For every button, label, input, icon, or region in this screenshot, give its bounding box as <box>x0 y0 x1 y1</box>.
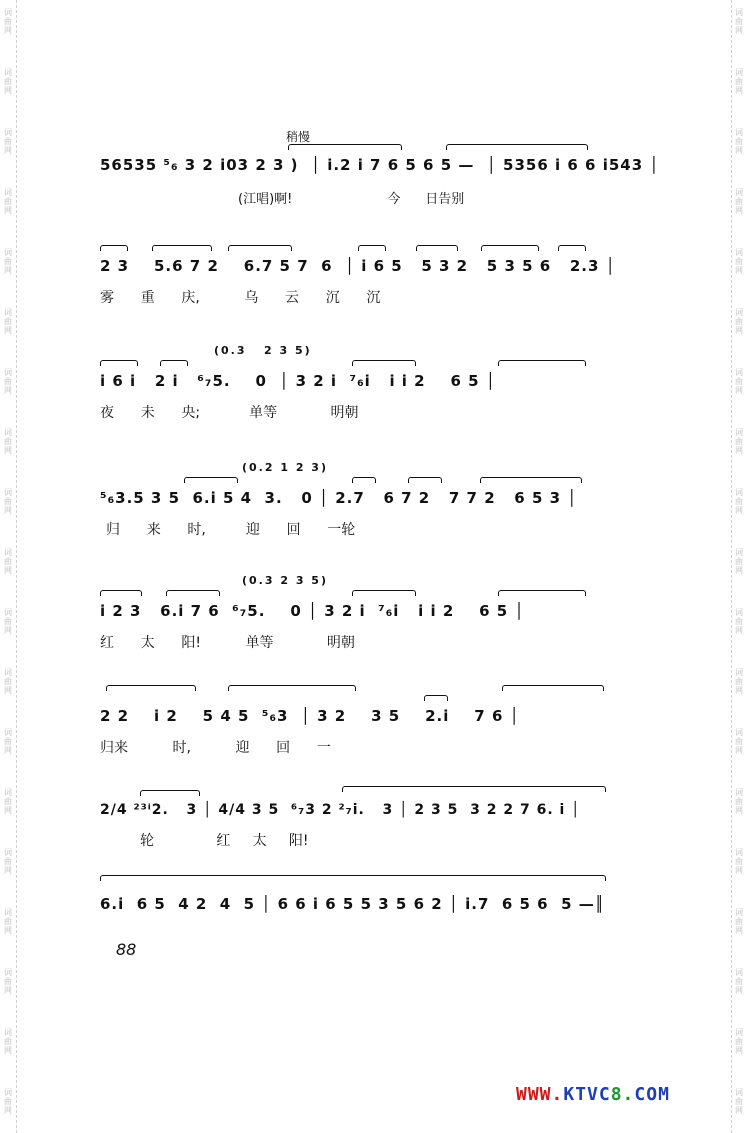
watermark-char: 网 <box>735 806 743 815</box>
watermark-char: 曲 <box>735 797 743 806</box>
watermark-char: 词 <box>4 248 12 257</box>
watermark-mark <box>733 368 745 395</box>
score-row-1 <box>96 150 660 210</box>
watermark-char: 网 <box>735 986 743 995</box>
watermark-char: 网 <box>4 146 12 155</box>
watermark-char: 曲 <box>4 677 12 686</box>
watermark-mark <box>2 1088 14 1115</box>
watermark-mark <box>2 188 14 215</box>
slur <box>184 477 238 483</box>
slur <box>228 245 292 251</box>
watermark-char: 网 <box>4 506 12 515</box>
watermark-char: 曲 <box>4 797 12 806</box>
notation-line: 6.i 6 5 4 2 4 5 │ 6 6 i 6 5 5 3 5 6 2 │ i.7 6 5 6 5 —║ <box>100 895 605 913</box>
watermark-char: 网 <box>735 206 743 215</box>
watermark-char: 曲 <box>735 737 743 746</box>
watermark-char: 网 <box>735 626 743 635</box>
watermark-char: 网 <box>4 446 12 455</box>
watermark-mark <box>2 68 14 95</box>
watermark-char: 曲 <box>4 917 12 926</box>
watermark-mark <box>2 668 14 695</box>
watermark-mark <box>733 1088 745 1115</box>
slur <box>152 245 212 251</box>
watermark-char: 词 <box>4 188 12 197</box>
watermark-mark <box>733 908 745 935</box>
watermark-char: 网 <box>4 566 12 575</box>
score-row-8 <box>96 893 604 933</box>
watermark-char: 网 <box>4 386 12 395</box>
watermark-char: 词 <box>4 8 12 17</box>
watermark-mark <box>733 548 745 575</box>
watermark-char: 曲 <box>735 557 743 566</box>
watermark-mark <box>2 1028 14 1055</box>
watermark-char: 词 <box>735 188 743 197</box>
tempo-mark: 稍慢 <box>286 130 311 144</box>
watermark-char: 曲 <box>4 257 12 266</box>
watermark-char: 词 <box>4 128 12 137</box>
watermark-char: 词 <box>4 488 12 497</box>
watermark-char: 词 <box>735 488 743 497</box>
watermark-char: 曲 <box>4 17 12 26</box>
slur <box>481 245 539 251</box>
watermark-char: 词 <box>735 848 743 857</box>
watermark-char: 网 <box>735 386 743 395</box>
slur <box>558 245 586 251</box>
watermark-char: 网 <box>735 146 743 155</box>
watermark-mark <box>733 68 745 95</box>
watermark-char: 曲 <box>735 1097 743 1106</box>
watermark-char: 词 <box>735 728 743 737</box>
watermark-char: 网 <box>735 26 743 35</box>
notation-line: 2 2 i 2 5 4 5 ⁵₆3 │ 3 2 3 5 2.i 7 6 │ <box>100 707 520 725</box>
watermark-char: 曲 <box>4 317 12 326</box>
watermark-char: 网 <box>4 746 12 755</box>
lyric-line: 轮 红 太 阳! <box>100 833 309 849</box>
watermark-char: 词 <box>4 908 12 917</box>
watermark-char: 曲 <box>4 977 12 986</box>
watermark-mark <box>733 248 745 275</box>
watermark-char: 词 <box>735 548 743 557</box>
watermark-char: 网 <box>4 926 12 935</box>
watermark-char: 词 <box>4 968 12 977</box>
watermark-char: 网 <box>735 1046 743 1055</box>
watermark-char: 词 <box>4 1088 12 1097</box>
watermark-char: 词 <box>735 908 743 917</box>
watermark-mark <box>2 248 14 275</box>
slur <box>352 590 416 596</box>
watermark-mark <box>733 308 745 335</box>
watermark-char: 曲 <box>735 377 743 386</box>
paren-notes: (0.2 1 2 3) <box>242 461 328 474</box>
slur <box>358 245 386 251</box>
watermark-char: 网 <box>4 266 12 275</box>
slur <box>416 245 458 251</box>
slur <box>502 685 604 691</box>
watermark-char: 曲 <box>735 677 743 686</box>
watermark-char: 曲 <box>735 917 743 926</box>
slur <box>446 144 588 150</box>
footer-url <box>516 1084 670 1105</box>
watermark-char: 词 <box>4 728 12 737</box>
watermark-char: 曲 <box>4 1037 12 1046</box>
notation-line: 2/4 ²³ⁱ2. 3 │ 4/4 3 5 ⁶₇3 2 ²₇i. 3 │ 2 3 5 3 2 2 7 6. i │ <box>100 802 581 818</box>
slur <box>166 590 220 596</box>
watermark-char: 曲 <box>735 257 743 266</box>
watermark-char: 网 <box>4 26 12 35</box>
left-watermark-column <box>2 0 16 1133</box>
lyric-line: 夜 未 央; 单等 明朝 <box>100 405 359 421</box>
slur <box>352 477 376 483</box>
watermark-char: 词 <box>735 968 743 977</box>
watermark-char: 曲 <box>735 617 743 626</box>
watermark-char: 网 <box>4 686 12 695</box>
footer-url-text <box>516 1084 670 1105</box>
watermark-char: 词 <box>4 68 12 77</box>
slur <box>408 477 442 483</box>
right-dashed-edge <box>731 0 732 1133</box>
watermark-char: 词 <box>4 548 12 557</box>
watermark-char: 词 <box>4 1028 12 1037</box>
footer-url-part: KTVC <box>563 1084 611 1105</box>
slur <box>140 790 200 796</box>
slur <box>288 144 402 150</box>
slur <box>424 695 448 701</box>
watermark-mark <box>2 368 14 395</box>
slur <box>352 360 416 366</box>
slur <box>498 360 586 366</box>
footer-url-part: WWW. <box>516 1084 564 1105</box>
watermark-char: 词 <box>4 668 12 677</box>
left-dashed-edge <box>16 0 17 1133</box>
slur <box>228 685 356 691</box>
watermark-mark <box>2 128 14 155</box>
watermark-mark <box>733 488 745 515</box>
footer-url-part: COM <box>634 1084 670 1105</box>
watermark-char: 曲 <box>4 77 12 86</box>
watermark-char: 网 <box>4 626 12 635</box>
watermark-mark <box>733 428 745 455</box>
watermark-char: 曲 <box>4 497 12 506</box>
notation-line: i 2 3 6.i 7 6 ⁶₇5. 0 │ 3 2 i ⁷₆i i i 2 6 5 │ <box>100 602 525 620</box>
watermark-char: 词 <box>735 608 743 617</box>
watermark-char: 词 <box>735 1028 743 1037</box>
watermark-char: 曲 <box>735 317 743 326</box>
watermark-char: 网 <box>735 446 743 455</box>
lyric-line: 红 太 阳! 单等 明朝 <box>100 635 355 651</box>
watermark-char: 词 <box>735 668 743 677</box>
slur <box>100 590 142 596</box>
watermark-char: 词 <box>4 428 12 437</box>
watermark-mark <box>2 848 14 875</box>
watermark-mark <box>2 308 14 335</box>
slur <box>498 590 586 596</box>
watermark-char: 网 <box>735 866 743 875</box>
slur <box>160 360 188 366</box>
watermark-char: 曲 <box>4 137 12 146</box>
watermark-mark <box>2 908 14 935</box>
page-number: 88 <box>116 940 137 959</box>
lyric-line: 雾 重 庆, 乌 云 沉 沉 <box>100 290 381 306</box>
watermark-mark <box>2 608 14 635</box>
slur <box>100 245 128 251</box>
slur <box>100 875 606 881</box>
watermark-char: 词 <box>735 308 743 317</box>
watermark-char: 网 <box>735 506 743 515</box>
score-row-2 <box>96 255 616 315</box>
watermark-char: 词 <box>4 308 12 317</box>
watermark-mark <box>733 788 745 815</box>
watermark-mark <box>2 548 14 575</box>
watermark-mark <box>733 1028 745 1055</box>
watermark-mark <box>2 968 14 995</box>
watermark-mark <box>2 728 14 755</box>
watermark-char: 曲 <box>4 437 12 446</box>
watermark-char: 词 <box>4 368 12 377</box>
watermark-char: 词 <box>735 788 743 797</box>
watermark-char: 词 <box>4 788 12 797</box>
watermark-char: 网 <box>735 86 743 95</box>
watermark-char: 网 <box>735 1106 743 1115</box>
watermark-char: 曲 <box>735 197 743 206</box>
watermark-char: 网 <box>4 206 12 215</box>
watermark-char: 曲 <box>735 77 743 86</box>
score-row-7 <box>96 800 604 860</box>
watermark-mark <box>733 128 745 155</box>
notation-line: ⁵₆3.5 3 5 6.i 5 4 3. 0 │ 2.7 6 7 2 7 7 2 6 5 3 │ <box>100 489 578 507</box>
slur <box>106 685 196 691</box>
right-watermark-column <box>733 0 747 1133</box>
watermark-char: 曲 <box>735 437 743 446</box>
watermark-char: 曲 <box>4 557 12 566</box>
watermark-char: 词 <box>4 608 12 617</box>
watermark-mark <box>2 428 14 455</box>
slur <box>342 786 606 792</box>
notation-line: 56535 ⁵₆ 3 2 i03 2 3 ) │ i.2 i 7 6 5 6 5 — │ 5356 i 6 6 i543 │ <box>100 156 660 174</box>
watermark-char: 曲 <box>735 17 743 26</box>
watermark-char: 网 <box>4 806 12 815</box>
watermark-mark <box>2 8 14 35</box>
watermark-char: 词 <box>735 368 743 377</box>
notation-line: 2 3 5.6 7 2 6.7 5 7 6 │ i 6 5 5 3 2 5 3 5 6 2.3 │ <box>100 257 616 275</box>
watermark-char: 曲 <box>4 737 12 746</box>
lyric-line: (江唱)啊! 今 日告别 <box>238 192 465 207</box>
watermark-char: 曲 <box>4 377 12 386</box>
watermark-char: 网 <box>735 266 743 275</box>
score-row-4 <box>96 461 604 547</box>
watermark-mark <box>733 848 745 875</box>
watermark-mark <box>733 188 745 215</box>
watermark-char: 曲 <box>735 497 743 506</box>
watermark-char: 网 <box>4 86 12 95</box>
slur <box>100 360 138 366</box>
watermark-char: 曲 <box>735 857 743 866</box>
watermark-char: 词 <box>4 848 12 857</box>
watermark-char: 网 <box>4 866 12 875</box>
watermark-char: 曲 <box>4 197 12 206</box>
watermark-char: 曲 <box>735 137 743 146</box>
watermark-char: 网 <box>735 686 743 695</box>
watermark-char: 曲 <box>4 857 12 866</box>
watermark-char: 词 <box>735 248 743 257</box>
watermark-mark <box>733 968 745 995</box>
watermark-mark <box>733 608 745 635</box>
watermark-char: 网 <box>735 926 743 935</box>
watermark-mark <box>2 488 14 515</box>
slur <box>480 477 582 483</box>
watermark-char: 曲 <box>4 617 12 626</box>
paren-notes: (0.3 2 3 5) <box>214 344 312 357</box>
watermark-char: 词 <box>735 1088 743 1097</box>
score-row-6 <box>96 705 604 765</box>
watermark-char: 词 <box>735 128 743 137</box>
watermark-char: 曲 <box>735 977 743 986</box>
watermark-char: 网 <box>4 986 12 995</box>
watermark-char: 网 <box>4 1046 12 1055</box>
watermark-char: 网 <box>735 746 743 755</box>
watermark-char: 词 <box>735 8 743 17</box>
paren-notes: (0.3 2 3 5) <box>242 574 328 587</box>
watermark-mark <box>733 728 745 755</box>
footer-url-part: 8. <box>610 1084 635 1105</box>
watermark-mark <box>2 788 14 815</box>
watermark-char: 词 <box>735 68 743 77</box>
watermark-mark <box>733 668 745 695</box>
watermark-char: 曲 <box>4 1097 12 1106</box>
score-row-3 <box>96 344 604 430</box>
watermark-char: 网 <box>735 326 743 335</box>
lyric-line: 归 来 时, 迎 回 一轮 <box>106 522 356 538</box>
watermark-char: 网 <box>4 326 12 335</box>
watermark-char: 曲 <box>735 1037 743 1046</box>
lyric-line: 归来 时, 迎 回 一 <box>100 740 331 756</box>
notation-line: i 6 i 2 i ⁶₇5. 0 │ 3 2 i ⁷₆i i i 2 6 5 │ <box>100 372 496 390</box>
score-row-5 <box>96 574 604 660</box>
watermark-mark <box>733 8 745 35</box>
watermark-char: 网 <box>4 1106 12 1115</box>
watermark-char: 词 <box>735 428 743 437</box>
watermark-char: 网 <box>735 566 743 575</box>
